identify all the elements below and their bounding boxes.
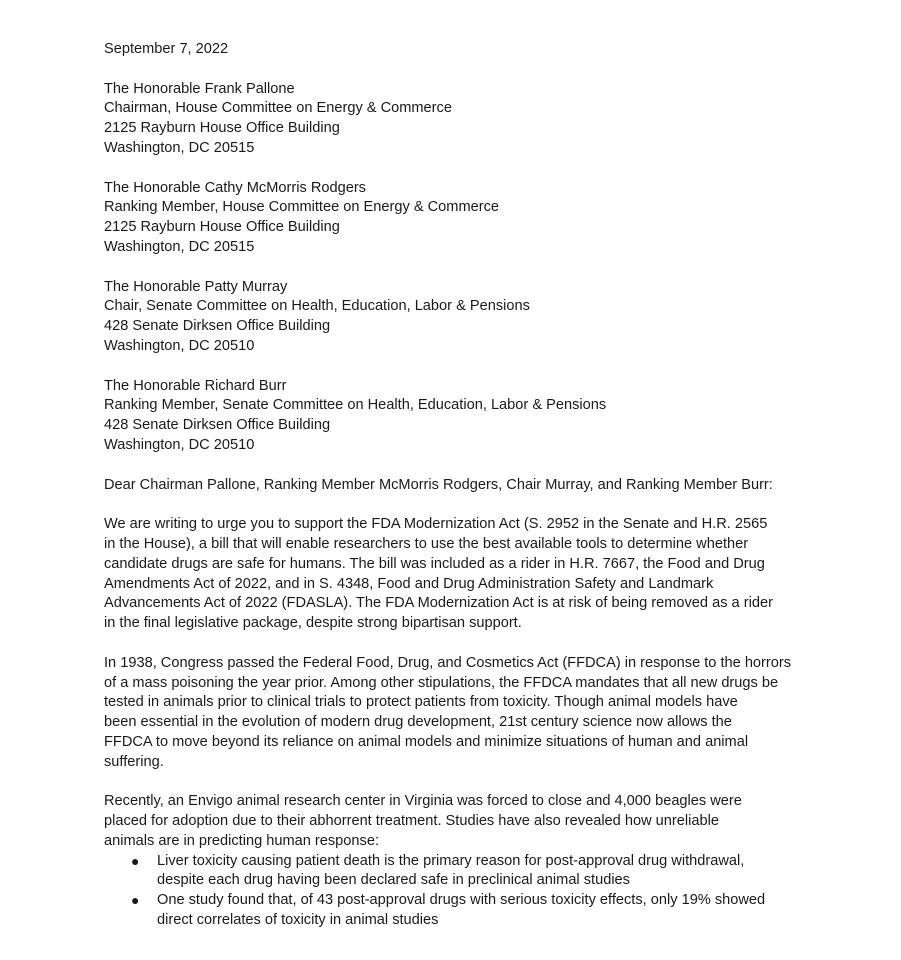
recipient-city: Washington, DC 20510 [104,337,255,354]
paragraph-line: animals are in predicting human response: [104,832,380,849]
recipient-city: Washington, DC 20515 [104,139,255,156]
recipient-block [104,80,794,159]
recipient-name: The Honorable Patty Murray [104,278,288,295]
bullet-item [104,891,794,931]
body-paragraph [104,654,794,773]
paragraph-line: FFDCA to move beyond its reliance on animal models and minimize situations of human and animal [104,733,749,750]
paragraph-line: in the final legislative package, despite strong bipartisan support. [104,615,522,632]
bullet-line: despite each drug having been declared safe in preclinical animal studies [157,872,630,889]
recipient-title: Chair, Senate Committee on Health, Education, Labor & Pensions [104,298,530,315]
recipient-block [104,278,794,357]
paragraph-line: Amendments Act of 2022, and in S. 4348, Food and Drug Administration Safety and Landmark [104,575,714,592]
recipient-block [104,377,794,456]
paragraph-line: been essential in the evolution of modern drug development, 21st century science now allows the [104,714,732,731]
paragraph-line: suffering. [104,753,164,770]
recipient-city: Washington, DC 20515 [104,238,255,255]
recipient-name: The Honorable Richard Burr [104,377,287,394]
bullet-line: One study found that, of 43 post-approval drugs with serious toxicity effects, only 19% showed [157,892,766,909]
bullet-icon: ● [131,852,140,869]
body-paragraph [104,792,794,851]
bullet-icon: ● [131,892,140,909]
bullet-item [104,852,794,892]
recipient-name: The Honorable Frank Pallone [104,80,295,97]
recipient-address: 428 Senate Dirksen Office Building [104,318,331,335]
recipient-address: 428 Senate Dirksen Office Building [104,417,331,434]
bullet-line: direct correlates of toxicity in animal studies [157,912,439,929]
recipient-title: Ranking Member, House Committee on Energy & Commerce [104,199,499,216]
paragraph-line: in the House), a bill that will enable researchers to use the best available tools to determine whether [104,535,749,552]
paragraph-line: of a mass poisoning the year prior. Among other stipulations, the FFDCA mandates that all new drugs be [104,674,779,691]
recipient-title: Ranking Member, Senate Committee on Health, Education, Labor & Pensions [104,397,607,414]
letter-date-block [104,40,794,60]
salutation-block [104,476,794,496]
recipient-address: 2125 Rayburn House Office Building [104,120,340,137]
paragraph-line: In 1938, Congress passed the Federal Food, Drug, and Cosmetics Act (FFDCA) in response to the horrors [104,654,792,671]
paragraph-line: candidate drugs are safe for humans. The bill was included as a rider in H.R. 7667, the Food and Drug [104,555,765,572]
paragraph-line: placed for adoption due to their abhorrent treatment. Studies have also revealed how unreliable [104,813,719,830]
paragraph-line: We are writing to urge you to support the FDA Modernization Act (S. 2952 in the Senate and H.R. 2565 [104,516,768,533]
paragraph-line: Recently, an Envigo animal research center in Virginia was forced to close and 4,000 beagles were [104,793,742,810]
salutation: Dear Chairman Pallone, Ranking Member McMorris Rodgers, Chair Murray, and Ranking Member Burr: [104,476,773,493]
letter-date: September 7, 2022 [104,41,229,57]
recipient-name: The Honorable Cathy McMorris Rodgers [104,179,366,196]
paragraph-line: tested in animals prior to clinical trials to protect patients from toxicity. Though animal models have [104,694,738,711]
recipient-title: Chairman, House Committee on Energy & Commerce [104,100,452,117]
bullet-list [104,852,794,931]
recipient-address: 2125 Rayburn House Office Building [104,219,340,236]
recipient-city: Washington, DC 20510 [104,436,255,453]
recipient-block [104,179,794,258]
body-paragraph [104,515,794,634]
letter-page [104,40,794,931]
bullet-line: Liver toxicity causing patient death is the primary reason for post-approval drug withdrawal, [157,852,745,869]
paragraph-line: Advancements Act of 2022 (FDASLA). The FDA Modernization Act is at risk of being removed as a rider [104,595,773,612]
